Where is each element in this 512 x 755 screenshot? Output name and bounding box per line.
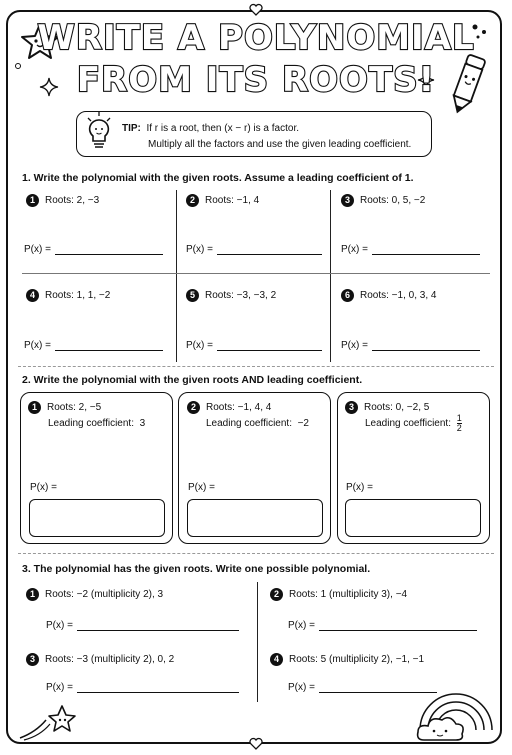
heart-icon [249,738,263,750]
s3-item-2 [270,588,407,601]
answer-line[interactable] [372,340,480,351]
tip-line-2: Multiply all the factors and use the given leading coefficient. [148,139,412,150]
section-divider [18,366,494,367]
s2-item-2-lc [206,418,309,429]
s3-answer-2[interactable] [288,620,477,631]
s1-answer-3[interactable] [341,244,480,255]
lc-value: −2 [297,418,309,429]
section-1-heading: 1. Write the polynomial with the given roots. Assume a leading coefficient of 1. [22,172,414,184]
s1-answer-2[interactable] [186,244,322,255]
lc-value: 3 [139,418,146,429]
section-2-heading: 2. Write the polynomial with the given roots AND leading coefficient. [22,374,363,386]
answer-label: P(x) = [24,340,51,351]
tip-label: TIP: [122,123,141,134]
number-badge: 5 [186,289,199,302]
roots-text: Roots: −3, −3, 2 [205,290,277,302]
s1-item-3 [341,194,425,207]
number-badge: 3 [345,401,358,414]
s2-item-2-roots [187,401,271,414]
lc-label: Leading coefficient: [206,418,292,429]
lightbulb-icon [84,112,114,152]
roots-text: Roots: −1, 4, 4 [206,402,272,414]
roots-text: Roots: −2 (multiplicity 2), 3 [45,589,164,601]
number-badge: 2 [270,588,283,601]
answer-line[interactable] [55,244,163,255]
fraction-denominator: 2 [456,423,462,433]
s2-item-1-roots [28,401,101,414]
number-badge: 4 [26,289,39,302]
answer-line[interactable] [55,340,163,351]
answer-label: P(x) = [341,340,368,351]
number-badge: 2 [187,401,200,414]
answer-label: P(x) = [288,682,315,693]
answer-line[interactable] [372,244,480,255]
roots-text: Roots: 0, −2, 5 [364,402,430,414]
tip-text-1: If r is a root, then (x − r) is a factor. [146,123,300,134]
s3-item-3 [26,653,174,666]
s1-item-5 [186,289,276,302]
lc-label: Leading coefficient: [365,418,451,429]
number-badge: 3 [26,653,39,666]
s1-answer-5[interactable] [186,340,322,351]
roots-text: Roots: −1, 0, 3, 4 [360,290,437,302]
s1-answer-6[interactable] [341,340,480,351]
page-title-line-1: WRITE A POLYNOMIAL [37,18,475,58]
page-title-line-2: FROM ITS ROOTS! [76,60,436,100]
number-badge: 1 [26,194,39,207]
s1-item-4 [26,289,110,302]
s1-item-2 [186,194,259,207]
number-badge: 6 [341,289,354,302]
rainbow-cloud-icon [410,680,498,742]
answer-line[interactable] [217,244,322,255]
roots-text: Roots: 1, 1, −2 [45,290,111,302]
s2-item-1-lc [48,418,145,429]
column-divider [176,190,177,362]
roots-text: Roots: −3 (multiplicity 2), 0, 2 [45,654,175,666]
fraction-numerator: 1 [456,413,462,423]
number-badge: 1 [26,588,39,601]
answer-label: P(x) = [46,620,73,631]
answer-line[interactable] [217,340,322,351]
answer-label: P(x) = [186,244,213,255]
answer-label: P(x) = [46,682,73,693]
s1-answer-1[interactable] [24,244,163,255]
shooting-star-icon [16,702,80,742]
s2-answer-box-2[interactable] [187,499,323,537]
answer-label: P(x) = [341,244,368,255]
column-divider [257,582,258,702]
roots-text: Roots: 5 (multiplicity 2), −1, −1 [289,654,425,666]
s1-item-1 [26,194,99,207]
number-badge: 4 [270,653,283,666]
answer-line[interactable] [77,620,239,631]
answer-label: P(x) = [24,244,51,255]
s3-answer-3[interactable] [46,682,239,693]
heart-icon [249,4,263,16]
lc-label: Leading coefficient: [48,418,134,429]
answer-line[interactable] [77,682,239,693]
s1-answer-4[interactable] [24,340,163,351]
s2-item-3-roots [345,401,429,414]
column-divider [330,190,331,362]
section-3-heading: 3. The polynomial has the given roots. Write one possible polynomial. [22,563,371,575]
number-badge: 3 [341,194,354,207]
section-divider [18,553,494,554]
s2-answer-box-3[interactable] [345,499,481,537]
s3-item-1 [26,588,163,601]
roots-text: Roots: 2, −3 [45,195,100,207]
lc-fraction [457,414,462,433]
roots-text: Roots: −1, 4 [205,195,260,207]
number-badge: 2 [186,194,199,207]
s2-answer-label-1: P(x) = [30,482,57,493]
answer-line[interactable] [319,620,477,631]
s3-item-4 [270,653,424,666]
s3-answer-1[interactable] [46,620,239,631]
roots-text: Roots: 2, −5 [47,402,102,414]
s2-answer-label-2: P(x) = [188,482,215,493]
s2-item-3-lc [365,414,462,433]
tip-line-1 [122,121,299,137]
s2-answer-label-3: P(x) = [346,482,373,493]
s1-item-6 [341,289,436,302]
answer-label: P(x) = [186,340,213,351]
number-badge: 1 [28,401,41,414]
roots-text: Roots: 1 (multiplicity 3), −4 [289,589,408,601]
answer-label: P(x) = [288,620,315,631]
row-divider [22,273,490,274]
s2-answer-box-1[interactable] [29,499,165,537]
roots-text: Roots: 0, 5, −2 [360,195,426,207]
